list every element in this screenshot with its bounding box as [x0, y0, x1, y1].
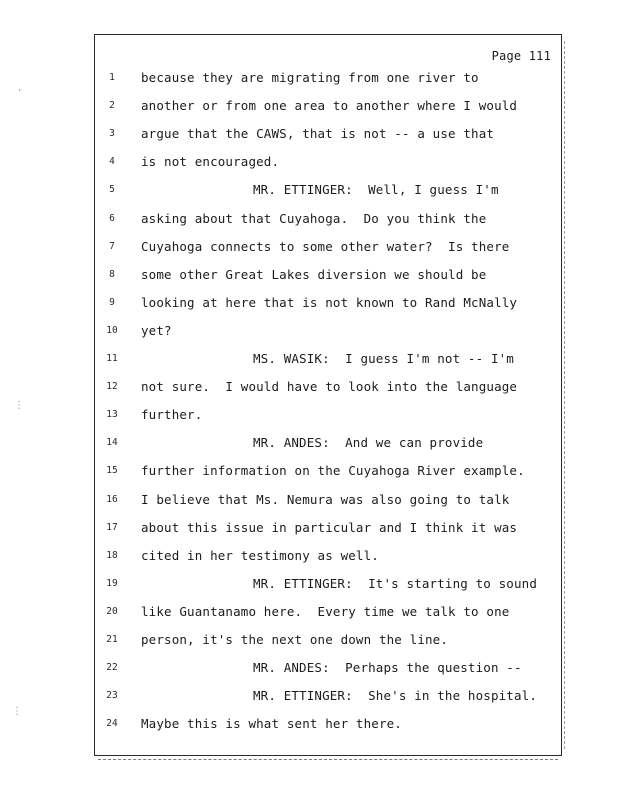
transcript-line: [95, 377, 555, 397]
line-number: 2: [109, 100, 115, 112]
transcript-line: [95, 574, 555, 594]
transcript-page-frame: [94, 34, 562, 756]
line-number: 8: [109, 268, 115, 280]
line-number: 5: [109, 184, 115, 196]
line-text: I believe that Ms. Nemura was also going to talk: [141, 491, 510, 507]
line-text: argue that the CAWS, that is not -- a use that: [141, 126, 495, 142]
transcript-line: [95, 96, 555, 116]
line-text: looking at here that is not known to Rand McNally: [141, 294, 518, 310]
line-number: 13: [106, 409, 118, 421]
line-text: further information on the Cuyahoga River example.: [141, 463, 525, 479]
transcript-line: [95, 265, 555, 285]
transcript-line: [95, 602, 555, 622]
line-number: 4: [109, 156, 115, 168]
line-number: 20: [106, 605, 118, 617]
line-text: another or from one area to another where I would: [141, 98, 518, 114]
line-text: MS. WASIK: I guess I'm not -- I'm: [253, 351, 514, 366]
line-text: because they are migrating from one river to: [141, 70, 479, 85]
transcript-line: [95, 518, 555, 538]
transcript-line: [95, 658, 555, 678]
transcript-line: [95, 180, 555, 200]
line-text: asking about that Cuyahoga. Do you think the: [141, 210, 487, 226]
transcript-line: [95, 686, 555, 706]
line-text: further.: [141, 407, 203, 423]
line-text: MR. ETTINGER: It's starting to sound: [253, 575, 537, 591]
line-text: Cuyahoga connects to some other water? Is there: [141, 238, 510, 254]
line-text: not sure. I would have to look into the language: [141, 379, 518, 395]
line-number: 10: [106, 324, 118, 336]
line-text: MR. ANDES: Perhaps the question --: [253, 660, 522, 676]
scan-speck: ⋮: [14, 400, 24, 411]
page-number: Page 111: [491, 49, 551, 63]
line-number: 6: [109, 212, 115, 224]
transcript-line: [95, 293, 555, 313]
transcript-line: [95, 124, 555, 144]
transcript-line: [95, 490, 555, 510]
line-text: yet?: [141, 322, 172, 338]
line-text: about this issue in particular and I think it was: [141, 519, 518, 535]
transcript-line: [95, 714, 555, 734]
line-number: 24: [106, 718, 118, 730]
line-text: like Guantanamo here. Every time we talk to one: [141, 603, 510, 619]
line-number: 3: [109, 128, 115, 140]
line-text: MR. ETTINGER: She's in the hospital.: [253, 688, 537, 704]
line-text: MR. ETTINGER: Well, I guess I'm: [253, 182, 499, 198]
transcript-line: [95, 461, 555, 481]
line-number: 16: [106, 493, 118, 505]
line-number: 14: [106, 437, 118, 449]
transcript-line: [95, 433, 555, 453]
transcript-line: [95, 321, 555, 341]
line-text: cited in her testimony as well.: [141, 547, 379, 563]
transcript-line: [95, 209, 555, 229]
line-number: 23: [106, 690, 118, 702]
line-text: some other Great Lakes diversion we should be: [141, 266, 487, 282]
transcript-line: [95, 546, 555, 566]
line-text: Maybe this is what sent her there.: [141, 716, 402, 732]
line-number: 1: [109, 72, 115, 83]
transcript-line: [95, 405, 555, 425]
transcript-line: [95, 237, 555, 257]
line-text: is not encouraged.: [141, 154, 280, 170]
line-number: 22: [106, 662, 118, 674]
line-number: 15: [106, 465, 118, 477]
line-number: 7: [109, 240, 115, 252]
line-text: MR. ANDES: And we can provide: [253, 435, 484, 451]
line-number: 18: [106, 549, 118, 561]
transcript-line: [95, 152, 555, 172]
scan-speck: ’: [18, 88, 22, 99]
line-text: person, it's the next one down the line.: [141, 632, 449, 647]
line-number: 21: [106, 634, 118, 645]
transcript-line: [95, 349, 555, 369]
transcript-line: [95, 68, 555, 88]
line-number: 11: [106, 353, 118, 364]
line-number: 12: [106, 381, 118, 393]
transcript-line: [95, 630, 555, 650]
line-number: 19: [106, 577, 118, 589]
line-number: 17: [106, 521, 118, 533]
scan-speck: ⋮: [12, 706, 22, 717]
line-number: 9: [109, 296, 115, 308]
